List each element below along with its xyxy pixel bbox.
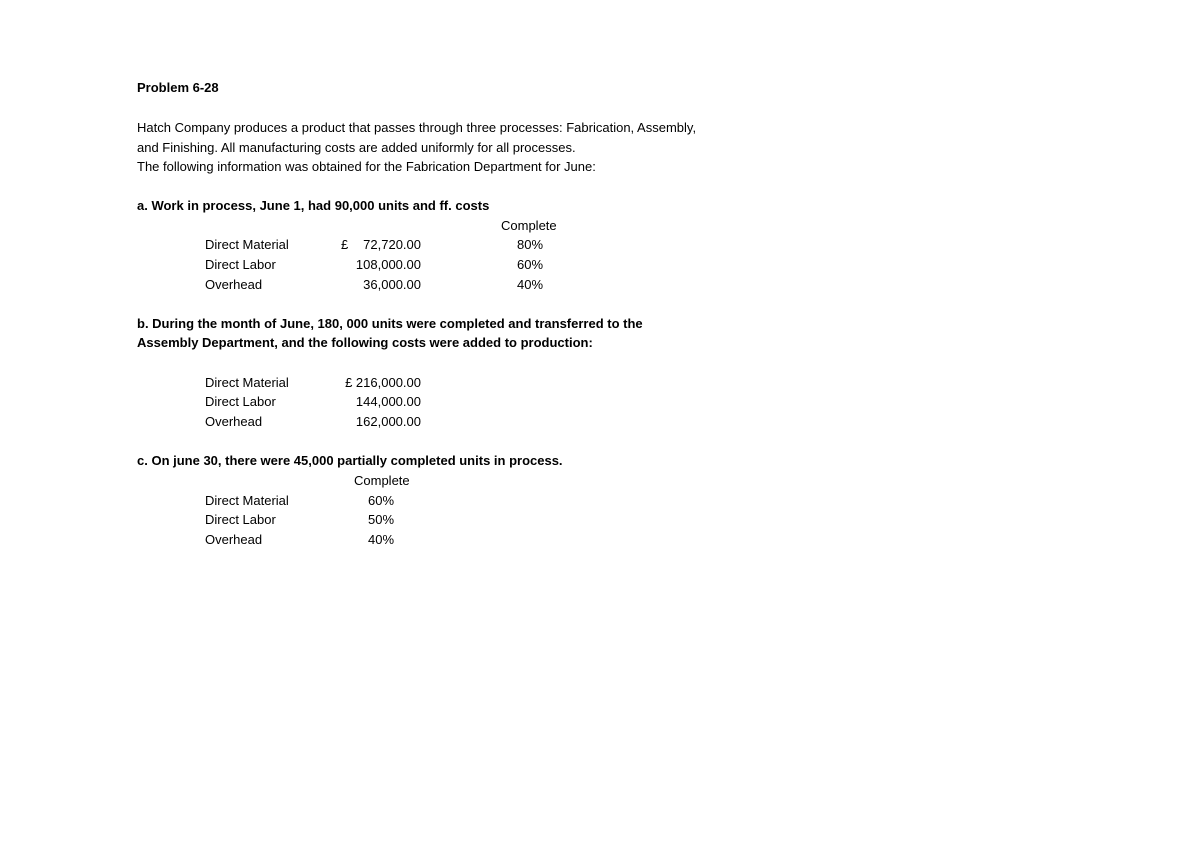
section-b-row-label: Direct Labor <box>205 394 276 409</box>
section-a-row-label: Overhead <box>205 277 263 292</box>
section-a-row-amount: 72,720.00 <box>363 237 421 252</box>
intro-line-3: The following information was obtained for the Fabrication Department for June: <box>137 159 596 174</box>
section-b-heading-line-2: Assembly Department, and the following costs were added to production: <box>137 335 593 350</box>
section-a-heading: a. Work in process, June 1, had 90,000 units and ff. costs <box>137 198 490 213</box>
intro-line-2: and Finishing. All manufacturing costs are added uniformly for all processes. <box>137 140 576 155</box>
intro-line-1: Hatch Company produces a product that passes through three processes: Fabrication, Assembly, <box>137 120 697 135</box>
section-c-row-complete: 50% <box>367 512 395 527</box>
section-b-heading-line-1: b. During the month of June, 180, 000 units were completed and transferred to the <box>137 316 643 331</box>
section-a-currency: £ <box>341 237 349 252</box>
section-c-complete-header: Complete <box>354 473 410 488</box>
section-a-row-complete: 40% <box>516 277 544 292</box>
section-a-row-amount: 36,000.00 <box>363 277 421 292</box>
section-c-row-label: Direct Labor <box>205 512 276 527</box>
section-a-row-label: Direct Labor <box>205 257 276 272</box>
section-a-row-label: Direct Material <box>205 237 289 252</box>
section-c-heading: c. On june 30, there were 45,000 partially completed units in process. <box>137 453 563 468</box>
section-a-row-complete: 80% <box>516 237 544 252</box>
section-a-row-complete: 60% <box>516 257 544 272</box>
section-b-row-amount: 144,000.00 <box>355 394 421 409</box>
section-c-row-label: Direct Material <box>205 493 289 508</box>
section-c-row-complete: 40% <box>367 532 395 547</box>
section-a-complete-header: Complete <box>501 218 557 233</box>
section-b-row-amount: £ 216,000.00 <box>345 375 421 390</box>
section-a-row-amount: 108,000.00 <box>355 257 421 272</box>
section-b-row-label: Direct Material <box>205 375 289 390</box>
section-b-row-label: Overhead <box>205 414 263 429</box>
problem-title: Problem 6-28 <box>137 80 219 95</box>
section-b-row-amount: 162,000.00 <box>355 414 421 429</box>
section-c-row-complete: 60% <box>367 493 395 508</box>
section-c-row-label: Overhead <box>205 532 263 547</box>
